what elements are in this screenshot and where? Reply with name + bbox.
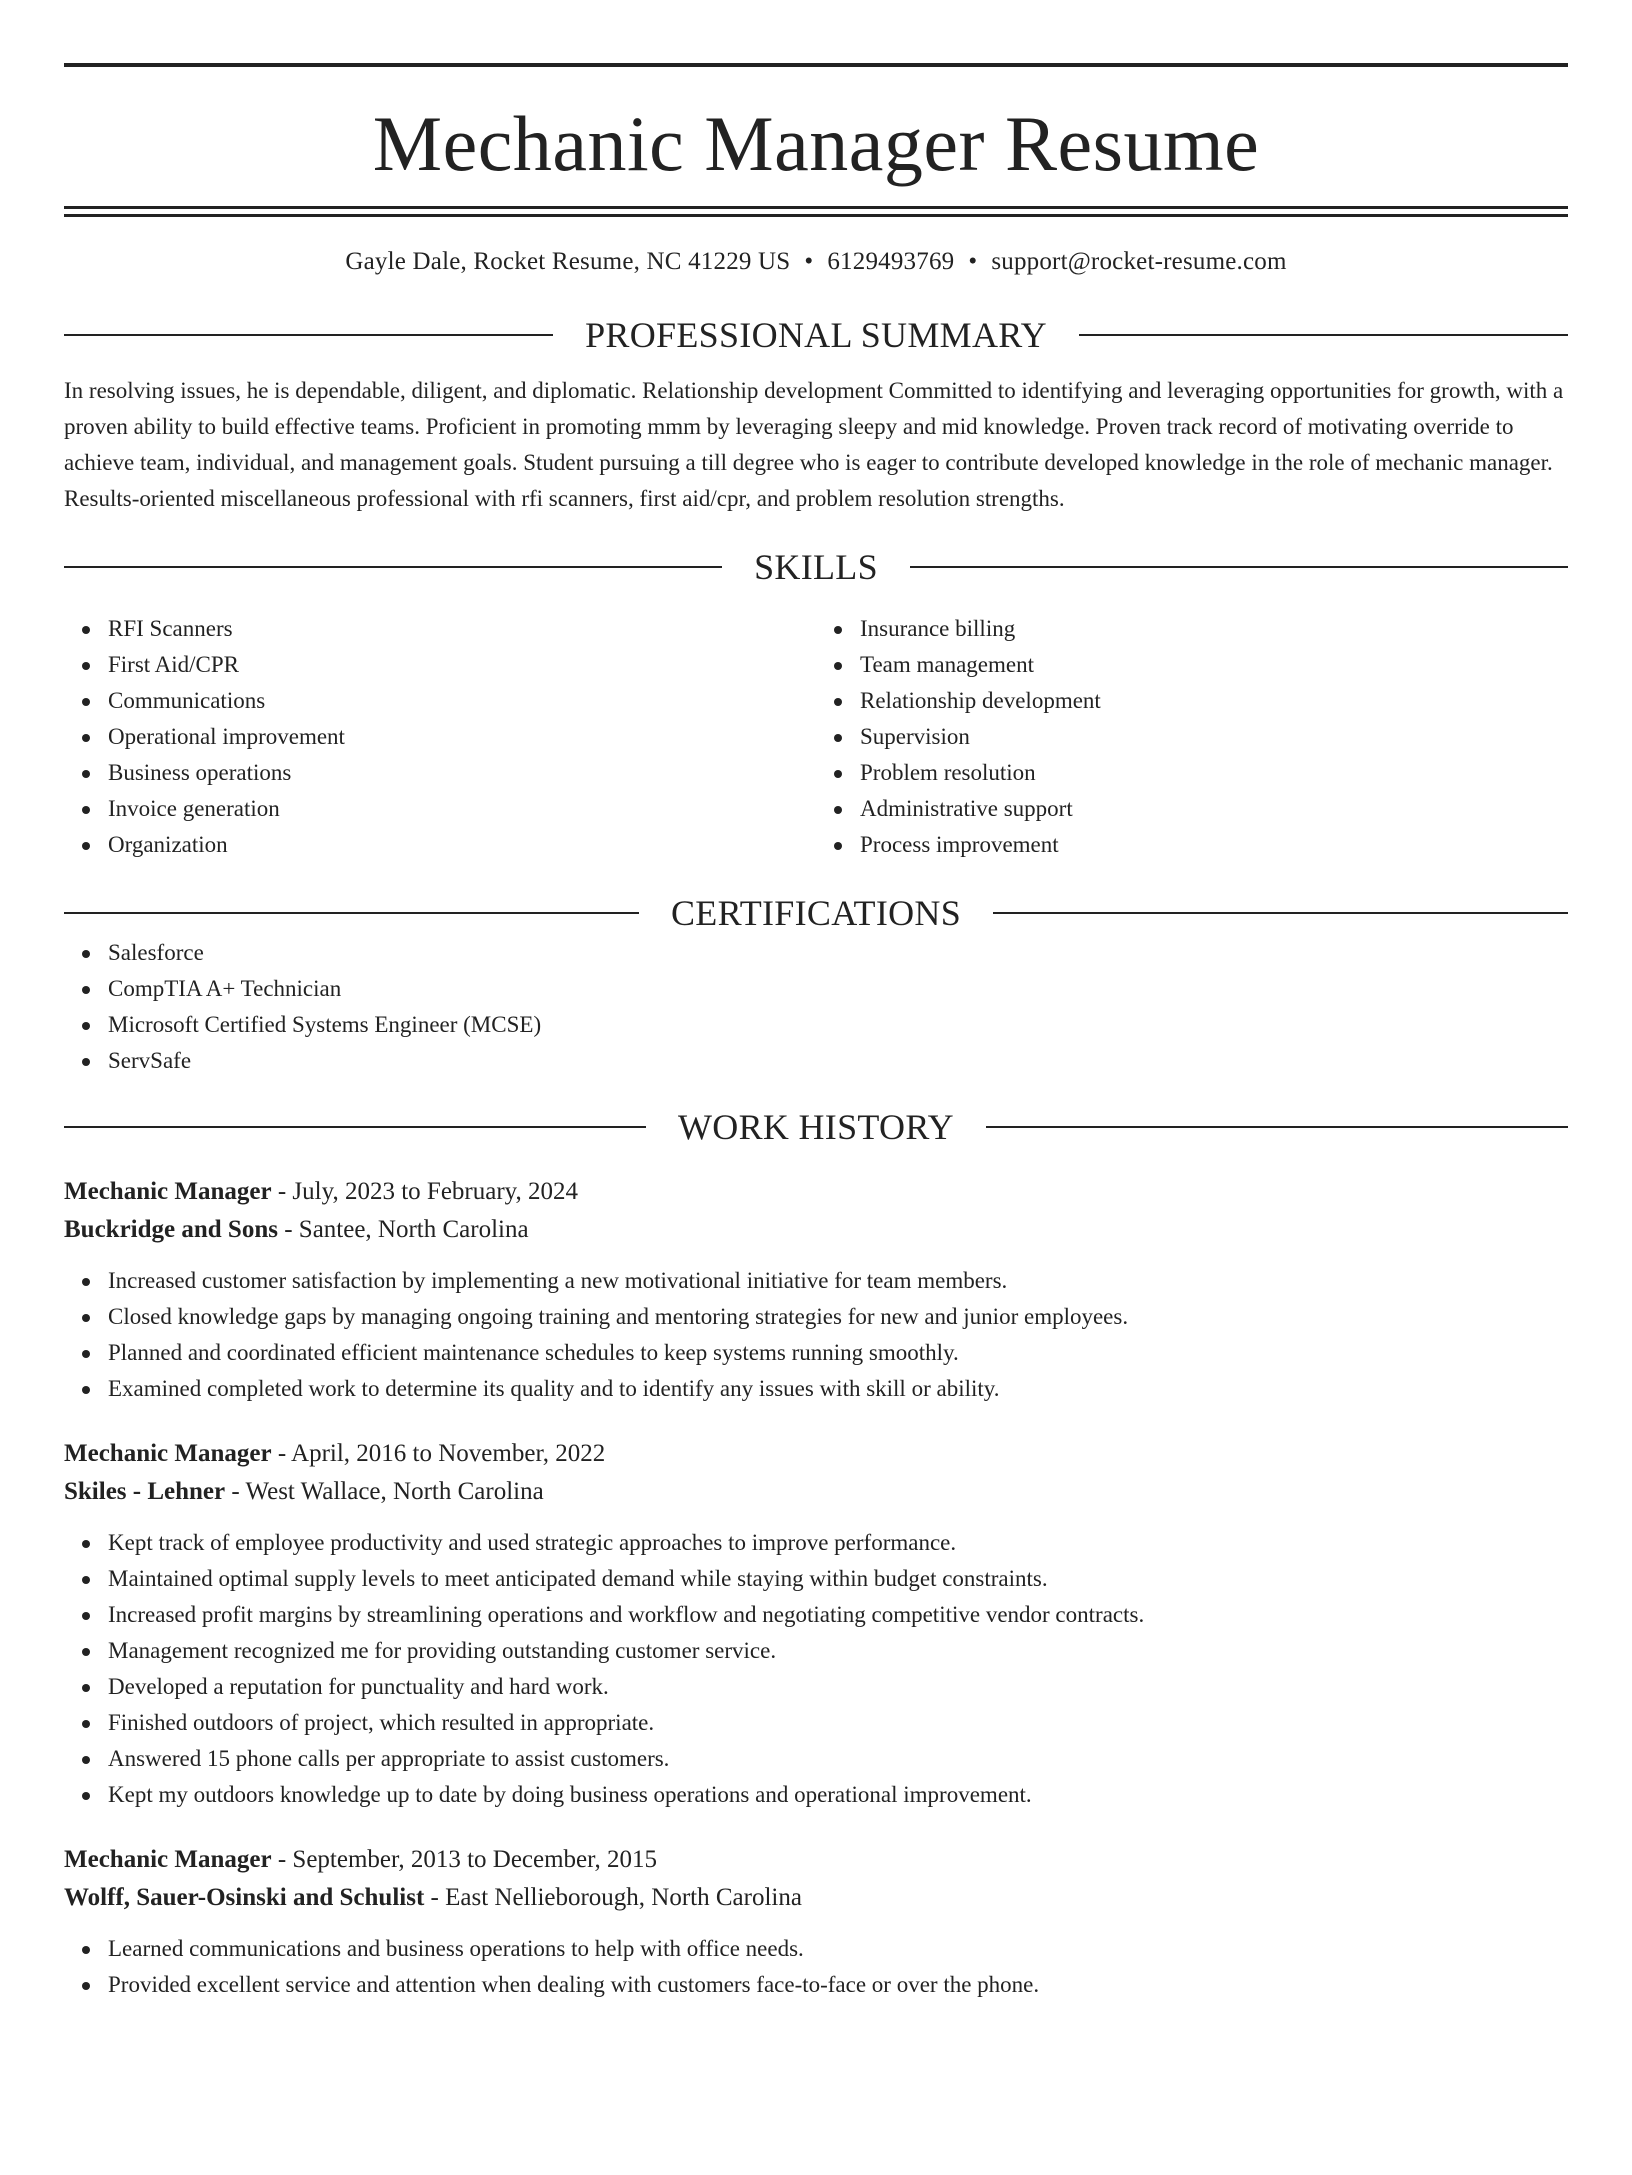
job-title: Mechanic Manager [64,1846,272,1873]
job-bullet: Kept my outdoors knowledge up to date by doing business operations and operational improvement. [108,1777,1568,1813]
job-bullet: Management recognized me for providing outstanding customer service. [108,1633,1568,1669]
job-entry [64,1435,1568,1813]
job-bullet: Planned and coordinated efficient maintenance schedules to keep systems running smoothly. [108,1335,1568,1371]
job-company: Wolff, Sauer-Osinski and Schulist [64,1884,425,1911]
skill-item: Supervision [860,719,1568,755]
skill-item: Organization [108,827,816,863]
job-company-line [64,1211,1568,1249]
job-bullet: Kept track of employee productivity and used strategic approaches to improve performance. [108,1525,1568,1561]
job-bullet: Developed a reputation for punctuality and hard work. [108,1669,1568,1705]
skill-item: Insurance billing [860,611,1568,647]
skill-item: Problem resolution [860,755,1568,791]
job-title-line [64,1435,1568,1473]
job-bullet: Maintained optimal supply levels to meet anticipated demand while staying within budget constraints. [108,1561,1568,1597]
contact-line [64,246,1568,278]
section-rule-left [64,334,553,336]
job-company-line [64,1473,1568,1511]
resume-page [0,63,1632,2175]
job-title-line [64,1173,1568,1211]
section-rule-left [64,1126,646,1128]
job-entry [64,1173,1568,1407]
job-location: - Santee, North Carolina [277,1216,529,1243]
job-bullet: Learned communications and business operations to help with office needs. [108,1931,1568,1967]
certification-item: ServSafe [108,1043,1568,1079]
certification-item: Salesforce [108,935,1568,971]
certifications-heading: CERTIFICATIONS [670,893,962,933]
skill-item: Administrative support [860,791,1568,827]
job-bullet: Closed knowledge gaps by managing ongoing training and mentoring strategies for new and junior employees. [108,1299,1568,1335]
contact-separator: • [804,248,814,275]
summary-heading: PROFESSIONAL SUMMARY [585,315,1047,355]
job-bullet: Increased customer satisfaction by implementing a new motivational initiative for team members. [108,1263,1568,1299]
skills-list-right [816,611,1568,863]
certification-item: Microsoft Certified Systems Engineer (MCSE) [108,1007,1568,1043]
skills-heading: SKILLS [754,547,878,587]
skill-item: Invoice generation [108,791,816,827]
skill-item: Business operations [108,755,816,791]
job-title-line [64,1841,1568,1879]
section-rule-right [993,912,1568,914]
skills-grid [64,611,1568,863]
job-title: Mechanic Manager [64,1440,272,1467]
summary-section-header [64,313,1568,357]
contact-phone: 6129493769 [827,248,955,275]
job-bullets [64,1263,1568,1407]
summary-text: In resolving issues, he is dependable, diligent, and diplomatic. Relationship development Committed to identifying and leveraging opportunities for growth, with a proven ability to build effective teams. Proficient in promoting mmm by leveraging sleepy and mid knowledge. Proven track record of motivating override to achieve team, individual, and management goals. Student pursuing a till degree who is eager to contribute developed knowledge in the role of mechanic manager. Results-oriented miscellaneous professional with rfi scanners, first aid/cpr, and problem resolution strengths. [64,378,1564,511]
skills-section-header [64,545,1568,589]
job-company-line [64,1879,1568,1917]
skill-item: Process improvement [860,827,1568,863]
job-dates: - July, 2023 to February, 2024 [271,1178,579,1205]
section-rule-right [986,1126,1568,1128]
job-location: - East Nellieborough, North Carolina [424,1884,802,1911]
summary-block [64,373,1568,517]
skill-item: Team management [860,647,1568,683]
section-rule-left [64,912,639,914]
job-location: - West Wallace, North Carolina [225,1478,544,1505]
job-bullet: Finished outdoors of project, which resulted in appropriate. [108,1705,1568,1741]
certifications-list [64,935,1568,1079]
contact-address: Gayle Dale, Rocket Resume, NC 41229 US [345,248,791,275]
certification-item: CompTIA A+ Technician [108,971,1568,1007]
job-title: Mechanic Manager [64,1178,272,1205]
job-bullet: Examined completed work to determine its quality and to identify any issues with skill or ability. [108,1371,1568,1407]
job-bullets [64,1525,1568,1813]
skills-list-left [64,611,816,863]
section-rule-left [64,566,722,568]
work-history-section-header [64,1105,1568,1149]
job-entry [64,1841,1568,2003]
job-dates: - April, 2016 to November, 2022 [271,1440,606,1467]
job-dates: - September, 2013 to December, 2015 [271,1846,657,1873]
section-rule-right [1079,334,1568,336]
skill-item: Operational improvement [108,719,816,755]
section-rule-right [910,566,1568,568]
skill-item: Communications [108,683,816,719]
contact-separator: • [968,248,978,275]
job-bullet: Answered 15 phone calls per appropriate to assist customers. [108,1741,1568,1777]
contact-email[interactable]: support@rocket-resume.com [991,248,1287,275]
job-company: Skiles - Lehner [64,1478,226,1505]
skill-item: Relationship development [860,683,1568,719]
job-bullet: Provided excellent service and attention when dealing with customers face-to-face or over the phone. [108,1967,1568,2003]
work-history-heading: WORK HISTORY [678,1107,954,1147]
skill-item: RFI Scanners [108,611,816,647]
job-bullets [64,1931,1568,2003]
resume-title: Mechanic Manager Resume [372,100,1260,187]
job-bullet: Increased profit margins by streamlining operations and workflow and negotiating competitive vendor contracts. [108,1597,1568,1633]
title-double-rule [64,206,1568,217]
job-company: Buckridge and Sons [64,1216,278,1243]
skill-item: First Aid/CPR [108,647,816,683]
certifications-section-header [64,891,1568,935]
